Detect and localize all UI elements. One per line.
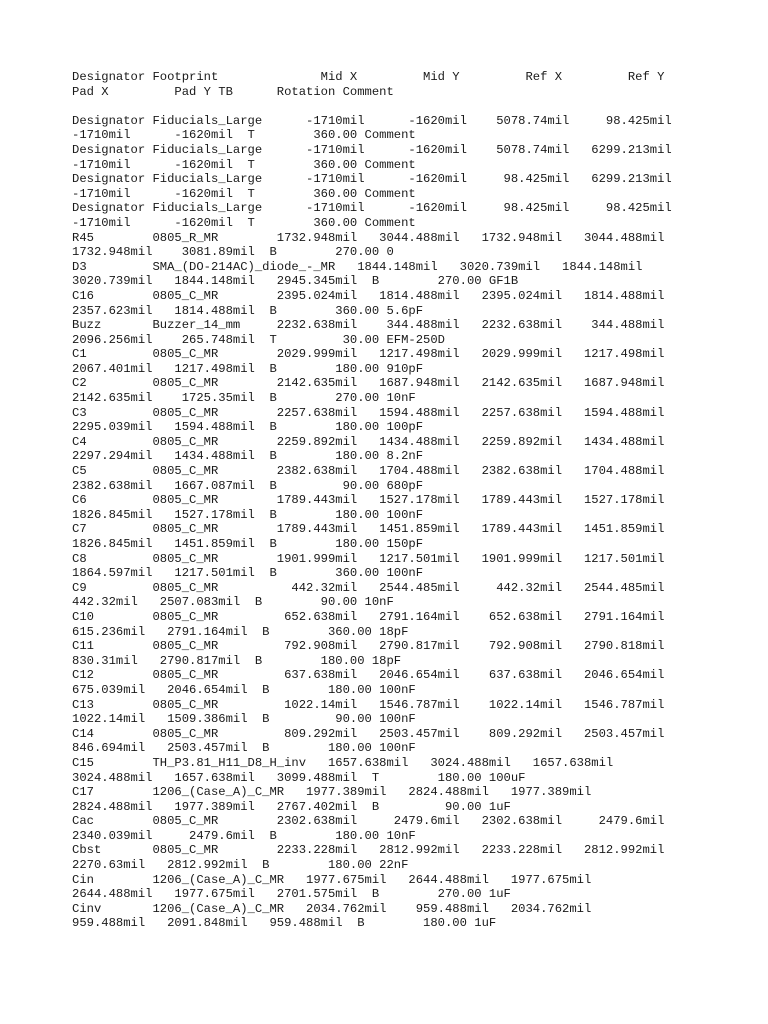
record-line: D3 SMA_(DO-214AC)_diode_-_MR 1844.148mil 3020.739mil 1844.148mil xyxy=(72,259,643,274)
record-line: 2357.623mil 1814.488mil B 360.00 5.6pF xyxy=(72,303,424,318)
record-line: Cac 0805_C_MR 2302.638mil 2479.6mil 2302.638mil 2479.6mil xyxy=(72,814,665,829)
record-line: C10 0805_C_MR 652.638mil 2791.164mil 652.638mil 2791.164mil xyxy=(72,609,665,624)
record-line: 2142.635mil 1725.35mil B 270.00 10nF xyxy=(72,391,416,406)
record-line: 2340.039mil 2479.6mil B 180.00 10nF xyxy=(72,828,416,843)
record-line: C13 0805_C_MR 1022.14mil 1546.787mil 1022.14mil 1546.787mil xyxy=(72,697,665,712)
blank-line xyxy=(72,99,672,114)
record-line: 959.488mil 2091.848mil 959.488mil B 180.00 1uF xyxy=(72,916,497,931)
record-line: 2297.294mil 1434.488mil B 180.00 8.2nF xyxy=(72,449,424,464)
record-line: 615.236mil 2791.164mil B 360.00 18pF xyxy=(72,624,409,639)
record-line: C5 0805_C_MR 2382.638mil 1704.488mil 2382.638mil 1704.488mil xyxy=(72,464,665,479)
record-line: 2644.488mil 1977.675mil 2701.575mil B 270.00 1uF xyxy=(72,887,511,902)
record-line: 442.32mil 2507.083mil B 90.00 10nF xyxy=(72,595,394,610)
record-line: 1864.597mil 1217.501mil B 360.00 100nF xyxy=(72,566,424,581)
record-line: Designator Fiducials_Large -1710mil -1620mil 5078.74mil 98.425mil xyxy=(72,113,672,128)
record-line: Designator Fiducials_Large -1710mil -1620mil 98.425mil 98.425mil xyxy=(72,201,672,216)
record-line: Buzz Buzzer_14_mm 2232.638mil 344.488mil 2232.638mil 344.488mil xyxy=(72,318,665,333)
record-line: C9 0805_C_MR 442.32mil 2544.485mil 442.32mil 2544.485mil xyxy=(72,580,665,595)
record-line: C15 TH_P3.81_H11_D8_H_inv 1657.638mil 3024.488mil 1657.638mil xyxy=(72,755,614,770)
record-line: 1022.14mil 1509.386mil B 90.00 100nF xyxy=(72,712,416,727)
record-line: C8 0805_C_MR 1901.999mil 1217.501mil 1901.999mil 1217.501mil xyxy=(72,551,665,566)
record-line: C7 0805_C_MR 1789.443mil 1451.859mil 1789.443mil 1451.859mil xyxy=(72,522,665,537)
record-line: Cbst 0805_C_MR 2233.228mil 2812.992mil 2233.228mil 2812.992mil xyxy=(72,843,665,858)
record-line: C2 0805_C_MR 2142.635mil 1687.948mil 2142.635mil 1687.948mil xyxy=(72,376,665,391)
record-line: -1710mil -1620mil T 360.00 Comment xyxy=(72,215,416,230)
record-line: R45 0805_R_MR 1732.948mil 3044.488mil 1732.948mil 3044.488mil xyxy=(72,230,665,245)
record-line: 2270.63mil 2812.992mil B 180.00 22nF xyxy=(72,858,409,873)
record-line: C11 0805_C_MR 792.908mil 2790.817mil 792.908mil 2790.818mil xyxy=(72,639,665,654)
record-line: C16 0805_C_MR 2395.024mil 1814.488mil 2395.024mil 1814.488mil xyxy=(72,288,665,303)
record-line: Cinv 1206_(Case_A)_C_MR 2034.762mil 959.488mil 2034.762mil xyxy=(72,901,592,916)
record-line: -1710mil -1620mil T 360.00 Comment xyxy=(72,128,416,143)
record-line: 2295.039mil 1594.488mil B 180.00 100pF xyxy=(72,420,424,435)
pick-and-place-report xyxy=(72,70,672,931)
record-line: 2824.488mil 1977.389mil 2767.402mil B 90.00 1uF xyxy=(72,799,511,814)
record-line: 830.31mil 2790.817mil B 180.00 18pF xyxy=(72,653,402,668)
record-line: 2382.638mil 1667.087mil B 90.00 680pF xyxy=(72,478,424,493)
record-line: 1826.845mil 1527.178mil B 180.00 100nF xyxy=(72,507,424,522)
record-line: C17 1206_(Case_A)_C_MR 1977.389mil 2824.488mil 1977.389mil xyxy=(72,785,592,800)
record-line: C14 0805_C_MR 809.292mil 2503.457mil 809.292mil 2503.457mil xyxy=(72,726,665,741)
record-line: -1710mil -1620mil T 360.00 Comment xyxy=(72,186,416,201)
record-line: 675.039mil 2046.654mil B 180.00 100nF xyxy=(72,682,416,697)
record-line: C4 0805_C_MR 2259.892mil 1434.488mil 2259.892mil 1434.488mil xyxy=(72,434,665,449)
record-line: 3024.488mil 1657.638mil 3099.488mil T 180.00 100uF xyxy=(72,770,526,785)
record-line: C1 0805_C_MR 2029.999mil 1217.498mil 2029.999mil 1217.498mil xyxy=(72,347,665,362)
record-line: Designator Fiducials_Large -1710mil -1620mil 5078.74mil 6299.213mil xyxy=(72,142,672,157)
record-line: -1710mil -1620mil T 360.00 Comment xyxy=(72,157,416,172)
record-line: Cin 1206_(Case_A)_C_MR 1977.675mil 2644.488mil 1977.675mil xyxy=(72,872,592,887)
record-line: 1826.845mil 1451.859mil B 180.00 150pF xyxy=(72,537,424,551)
record-line: C12 0805_C_MR 637.638mil 2046.654mil 637.638mil 2046.654mil xyxy=(72,668,665,683)
header-line: Pad X Pad Y TB Rotation Comment xyxy=(72,84,394,99)
record-line: 1732.948mil 3081.89mil B 270.00 0 xyxy=(72,245,394,260)
record-line: 3020.739mil 1844.148mil 2945.345mil B 270.00 GF1B xyxy=(72,274,519,289)
record-line: C6 0805_C_MR 1789.443mil 1527.178mil 1789.443mil 1527.178mil xyxy=(72,493,665,508)
record-line: 2067.401mil 1217.498mil B 180.00 910pF xyxy=(72,361,424,376)
record-line: 846.694mil 2503.457mil B 180.00 100nF xyxy=(72,741,416,756)
header-line: Designator Footprint Mid X Mid Y Ref X Ref Y xyxy=(72,70,665,84)
record-line: 2096.256mil 265.748mil T 30.00 EFM-250D xyxy=(72,332,445,347)
record-line: C3 0805_C_MR 2257.638mil 1594.488mil 2257.638mil 1594.488mil xyxy=(72,405,665,420)
record-line: Designator Fiducials_Large -1710mil -1620mil 98.425mil 6299.213mil xyxy=(72,172,672,187)
